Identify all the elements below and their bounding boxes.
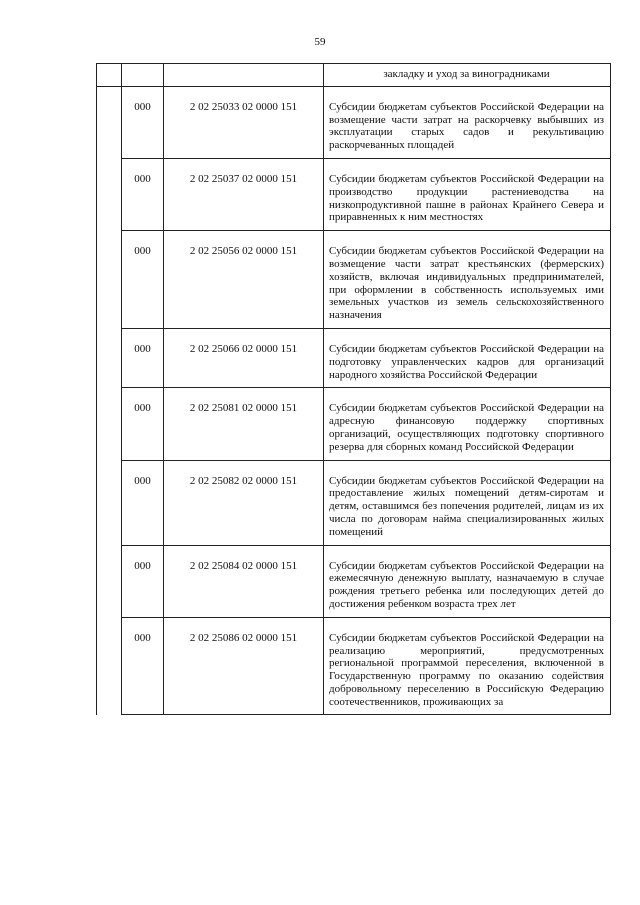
table-row: [97, 231, 611, 329]
description-cell: Субсидии бюджетам субъектов Российской Федерации на производство продукции растениеводства на низкопродуктивной пашне в районах Крайнего Севера и приравненных к ним местностях: [324, 158, 611, 230]
description-cell: Субсидии бюджетам субъектов Российской Федерации на реализацию мероприятий, предусмотренных региональной программой переселения, включенной в Государственную программу по оказанию содействия добровольному переселению в Российскую Федерацию соотечественников, проживающих за: [324, 617, 611, 715]
blank-cell: [97, 328, 122, 387]
admin-code-cell: 000: [122, 158, 164, 230]
description-cell: Субсидии бюджетам субъектов Российской Федерации на возмещение части затрат крестьянских (фермерских) хозяйств, включая индивидуальных предпринимателей, при оформлении в собственность используемых ими земельных участков из земель сельскохозяйственного назначения: [324, 231, 611, 329]
table-row: [97, 328, 611, 387]
admin-code-cell: 000: [122, 545, 164, 617]
admin-code-cell: 000: [122, 460, 164, 545]
table-row: [97, 388, 611, 460]
kbk-code-cell: 2 02 25084 02 0000 151: [164, 545, 324, 617]
blank-cell: [97, 158, 122, 230]
blank-cell: [97, 460, 122, 545]
blank-cell: [97, 231, 122, 329]
admin-code-cell: 000: [122, 617, 164, 715]
page-number: 59: [314, 36, 326, 48]
budget-classification-table: [96, 63, 611, 715]
description-cell: Субсидии бюджетам субъектов Российской Федерации на предоставление жилых помещений детям-сиротам и детям, оставшимся без попечения родителей, лицам из их числа по договорам найма специализированных жилых помещений: [324, 460, 611, 545]
blank-cell: [97, 86, 122, 158]
description-cell: Субсидии бюджетам субъектов Российской Федерации на подготовку управленческих кадров для организаций народного хозяйства Российской Федерации: [324, 328, 611, 387]
blank-cell: [97, 64, 122, 87]
table-row: [97, 545, 611, 617]
admin-code-cell: 000: [122, 388, 164, 460]
table-row: [97, 617, 611, 715]
kbk-code-cell: 2 02 25082 02 0000 151: [164, 460, 324, 545]
description-cell: Субсидии бюджетам субъектов Российской Федерации на адресную финансовую поддержку спортивных организаций, осуществляющих подготовку спортивного резерва для сборных команд Российской Федерации: [324, 388, 611, 460]
description-cell: закладку и уход за виноградниками: [324, 64, 611, 87]
blank-cell: [97, 388, 122, 460]
kbk-code-cell: 2 02 25056 02 0000 151: [164, 231, 324, 329]
table-row: [97, 86, 611, 158]
description-cell: Субсидии бюджетам субъектов Российской Федерации на ежемесячную денежную выплату, назначаемую в случае рождения третьего ребенка или последующих детей до достижения ребенком возраста трех лет: [324, 545, 611, 617]
description-cell: Субсидии бюджетам субъектов Российской Федерации на возмещение части затрат на раскорчевку выбывших из эксплуатации старых садов и рекультивацию раскорчеванных площадей: [324, 86, 611, 158]
blank-cell: [97, 545, 122, 617]
table-row-continuation: [97, 64, 611, 87]
admin-code-cell: [122, 64, 164, 87]
admin-code-cell: 000: [122, 86, 164, 158]
kbk-code-cell: [164, 64, 324, 87]
kbk-code-cell: 2 02 25081 02 0000 151: [164, 388, 324, 460]
admin-code-cell: 000: [122, 328, 164, 387]
kbk-code-cell: 2 02 25033 02 0000 151: [164, 86, 324, 158]
kbk-code-cell: 2 02 25066 02 0000 151: [164, 328, 324, 387]
table-row: [97, 158, 611, 230]
admin-code-cell: 000: [122, 231, 164, 329]
blank-cell: [97, 617, 122, 715]
kbk-code-cell: 2 02 25086 02 0000 151: [164, 617, 324, 715]
table-row: [97, 460, 611, 545]
kbk-code-cell: 2 02 25037 02 0000 151: [164, 158, 324, 230]
